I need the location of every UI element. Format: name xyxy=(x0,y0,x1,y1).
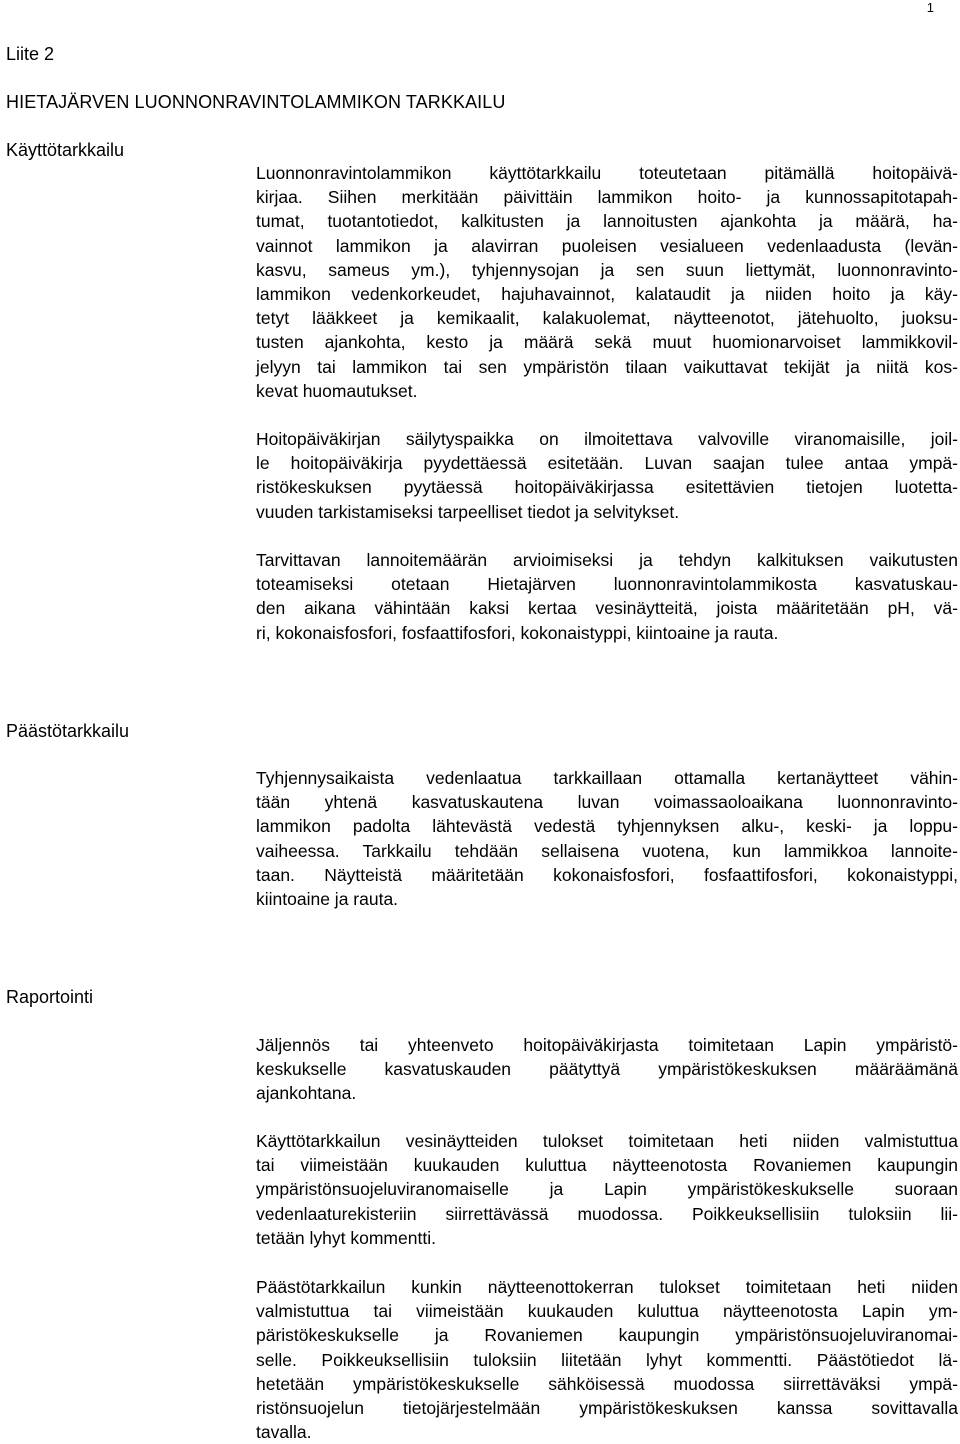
paragraph-line: keskukselle kasvatuskauden päätyttyä ympäristökeskuksen määräämänä xyxy=(256,1059,958,1080)
paragraph-line: tetyt lääkkeet ja kemikaalit, kalakuolemat, näytteenotot, jätehuolto, juoksu- xyxy=(256,308,958,329)
paragraph-line: ristönsuojelun tietojärjestelmään ympäristökeskuksen kanssa sovittavalla xyxy=(256,1398,958,1419)
paragraph-line: le hoitopäiväkirja pyydettäessä esitetään. Luvan saajan tulee antaa ympä- xyxy=(256,453,958,474)
paragraph-line: Jäljennös tai yhteenveto hoitopäiväkirjasta toimitetaan Lapin ympäristö- xyxy=(256,1035,958,1055)
paragraph-line: päristökeskukselle ja Rovaniemen kaupungin ympäristönsuojeluviranomai- xyxy=(256,1325,958,1346)
paragraph-line: kiintoaine ja rauta. xyxy=(256,889,399,910)
paragraph-line: ristökeskuksen pyytäessä hoitopäiväkirjassa esitettävien tietojen luotetta- xyxy=(256,477,958,498)
paragraph-line: lammikon vedenkorkeudet, hajuhavainnot, kalataudit ja niiden hoito ja käy- xyxy=(256,284,958,305)
paragraph-line: ajankohtana. xyxy=(256,1083,357,1104)
paragraph-line: vedenlaaturekisteriin siirrettävässä muodossa. Poikkeuksellisiin tuloksiin lii- xyxy=(256,1203,958,1224)
paragraph-line: kirjaa. Siihen merkitään päivittäin lammikon hoito- ja kunnossapitotapah- xyxy=(256,187,958,208)
paragraph-line: tetään lyhyt kommentti. xyxy=(256,1227,436,1248)
paragraph-line: tään yhtenä kasvatuskautena luvan voimassaoloaikana luonnonravinto- xyxy=(256,792,958,813)
paragraph-line: toteamiseksi otetaan Hietajärven luonnonravintolammikosta kasvatuskau- xyxy=(256,574,958,595)
paragraph-line: Tyhjennysaikaista vedenlaatua tarkkaillaan ottamalla kertanäytteet vähin- xyxy=(256,768,958,788)
page-number: 1 xyxy=(926,0,934,15)
paragraph-line: lammikon padolta lähtevästä vedestä tyhjennyksen alku-, keski- ja loppu- xyxy=(256,816,958,837)
paragraph-line: den aikana vähintään kaksi kertaa vesinäytteitä, joista määritetään pH, vä- xyxy=(256,598,958,619)
paragraph-line: tavalla. xyxy=(256,1422,312,1443)
section-heading-raportointi: Raportointi xyxy=(6,987,94,1007)
paragraph-line: jelyyn tai lammikon tai sen ympäristön tilaan vaikuttavat tekijät ja niitä kos- xyxy=(256,356,958,377)
paragraph-line: valmistuttua tai viimeistään kuukauden kuluttua näytteenotosta Lapin ym- xyxy=(256,1301,958,1322)
paragraph-line: Luonnonravintolammikon käyttötarkkailu toteutetaan pitämällä hoitopäivä- xyxy=(256,163,958,183)
section-heading-paastotarkkailu: Päästötarkkailu xyxy=(6,721,130,741)
paragraph-line: kevat huomautukset. xyxy=(256,380,418,401)
paragraph-line: hetetään ympäristökeskukselle sähköisessä muodossa siirrettäväksi ympä- xyxy=(256,1373,958,1394)
paragraph-line: kasvu, sameus ym.), tyhjennysojan ja sen suun liettymät, luonnonravinto- xyxy=(256,259,958,280)
paragraph-line: tai viimeistään kuukauden kuluttua näytteenotosta Rovaniemen kaupungin xyxy=(256,1155,958,1176)
paragraph-line: vainnot lammikon ja alavirran puoleisen vesialueen vedenlaadusta (levän- xyxy=(256,235,958,256)
paragraph-line: vuuden tarkistamiseksi tarpeelliset tiedot ja selvitykset. xyxy=(256,501,680,522)
kayttotarkkailu-paragraph-2 xyxy=(256,427,958,524)
document-title: HIETAJÄRVEN LUONNONRAVINTOLAMMIKON TARKKAILU xyxy=(6,92,506,112)
kayttotarkkailu-paragraph-3 xyxy=(256,548,958,645)
raportointi-paragraph-3 xyxy=(256,1275,958,1444)
kayttotarkkailu-paragraph-1 xyxy=(256,161,958,403)
paragraph-line: Käyttötarkkailun vesinäytteiden tulokset toimitetaan heti niiden valmistuttua xyxy=(256,1131,958,1151)
section-heading-kayttotarkkailu: Käyttötarkkailu xyxy=(6,140,125,160)
paragraph-line: tusten ajankohta, kesto ja määrä sekä muut huomionarvoiset lammikkovil- xyxy=(256,332,958,353)
paastotarkkailu-paragraph-1 xyxy=(256,766,958,911)
paragraph-line: vaiheessa. Tarkkailu tehdään sellaisena vuotena, kun lammikkoa lannoite- xyxy=(256,840,958,861)
raportointi-paragraph-1 xyxy=(256,1033,958,1106)
paragraph-line: ympäristönsuojeluviranomaiselle ja Lapin ympäristökeskukselle suoraan xyxy=(256,1179,958,1200)
paragraph-line: tumat, tuotantotiedot, kalkitusten ja lannoitusten ajankohta ja määrä, ha- xyxy=(256,211,958,232)
appendix-label: Liite 2 xyxy=(6,44,55,64)
paragraph-line: taan. Näytteistä määritetään kokonaisfosfori, fosfaattifosfori, kokonaistyppi, xyxy=(256,864,958,885)
paragraph-line: selle. Poikkeuksellisiin tuloksiin liitetään lyhyt kommentti. Päästötiedot lä- xyxy=(256,1349,958,1370)
paragraph-line: Hoitopäiväkirjan säilytyspaikka on ilmoitettava valvoville viranomaisille, joil- xyxy=(256,429,958,449)
paragraph-line: Tarvittavan lannoitemäärän arvioimiseksi ja tehdyn kalkituksen vaikutusten xyxy=(256,550,958,570)
paragraph-line: Päästötarkkailun kunkin näytteenottokerran tulokset toimitetaan heti niiden xyxy=(256,1277,958,1297)
paragraph-line: ri, kokonaisfosfori, fosfaattifosfori, kokonaistyppi, kiintoaine ja rauta. xyxy=(256,622,779,643)
raportointi-paragraph-2 xyxy=(256,1129,958,1250)
